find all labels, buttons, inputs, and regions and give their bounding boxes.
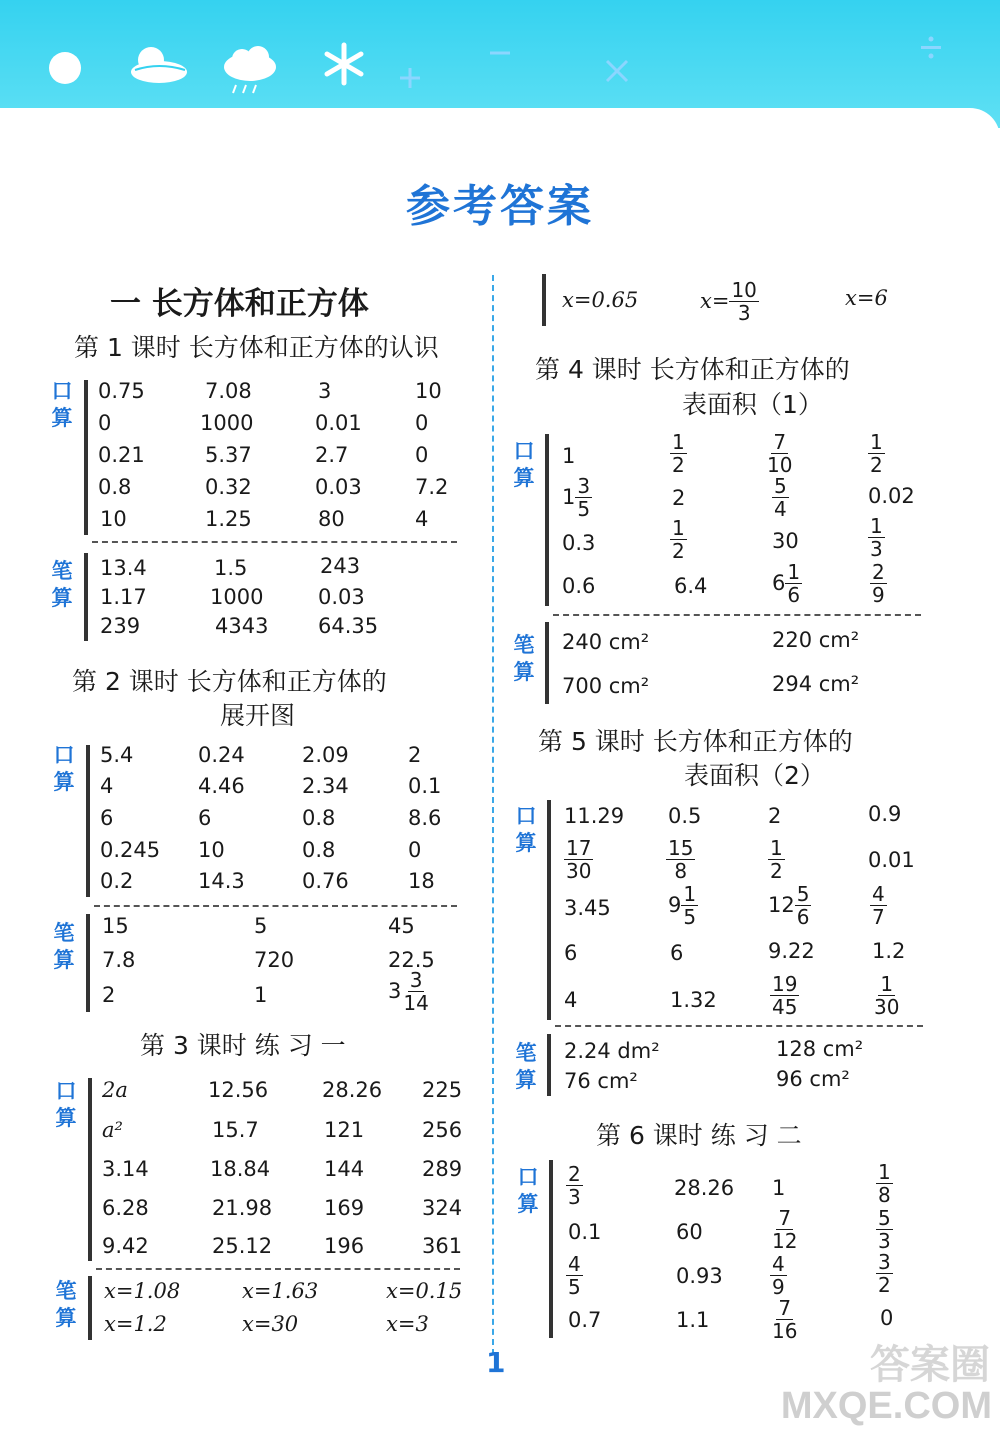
lesson6-title: 第 6 课时 练 习 二 (596, 1121, 802, 1150)
lesson5-title: 第 5 课时 长方体和正方体的 (538, 727, 853, 756)
mixed-number: 3 $\frac{3}{14}$ (388, 968, 429, 1015)
fraction: $\frac{7}{12}$ (772, 1206, 798, 1253)
answer: 0.01 (315, 411, 362, 435)
answer: 225 (422, 1078, 463, 1102)
answer: 1 (772, 1176, 786, 1200)
answer: 5.4 (100, 743, 134, 767)
answer: 1.1 (676, 1308, 710, 1332)
answer: 2a (102, 1078, 128, 1102)
answer: x=3 (386, 1312, 429, 1336)
answer: x=1.08 (104, 1279, 181, 1303)
kousuan-label: 口 算 (513, 439, 535, 491)
dashed-divider (555, 1025, 923, 1027)
mixed-number: 9 $\frac{1}{5}$ (668, 882, 697, 929)
answer: 169 (324, 1196, 365, 1220)
answer: 6 (100, 806, 114, 830)
answer: 60 (676, 1220, 703, 1244)
answer: 2 (768, 804, 782, 828)
answer: 294 cm² (772, 672, 860, 696)
dashed-divider (96, 1268, 460, 1270)
watermark-site: MXQE.COM (780, 1385, 992, 1427)
chapter-title: 一 长方体和正方体 (110, 286, 369, 322)
answer: 0.3 (562, 531, 596, 555)
lesson2-subtitle: 展开图 (220, 701, 296, 730)
lesson4-subtitle: 表面积（1） (682, 390, 823, 419)
answer: 1 (562, 444, 576, 468)
bracket (86, 745, 90, 897)
answer: 2.34 (302, 774, 349, 798)
lesson3-title: 第 3 课时 练 习 一 (140, 1031, 346, 1060)
answer: 1.32 (670, 988, 717, 1012)
fraction: $\frac{1}{8}$ (878, 1160, 891, 1207)
dashed-divider (553, 614, 921, 616)
answer: 11.29 (564, 804, 625, 828)
answer: 0.8 (302, 806, 336, 830)
answer: 0 (98, 411, 112, 435)
answer: 144 (324, 1157, 365, 1181)
lesson1-title: 第 1 课时 长方体和正方体的认识 (74, 333, 439, 362)
answer: 6 (198, 806, 212, 830)
fraction: $\frac{7}{16}$ (772, 1296, 798, 1343)
sun-icon (45, 48, 85, 88)
bisuan-label: 笔 算 (51, 559, 73, 611)
answer: 1 (254, 983, 268, 1007)
lesson2-title: 第 2 课时 长方体和正方体的 (72, 667, 387, 696)
fraction: $\frac{1}{2}$ (672, 516, 685, 563)
answer: 7.08 (205, 379, 252, 403)
bisuan-label: 笔 算 (55, 1279, 77, 1331)
rain-cloud-icon (218, 45, 283, 100)
snowflake-icon (322, 42, 367, 87)
page-number: 1 (486, 1346, 506, 1379)
bracket (542, 274, 546, 326)
bracket (84, 553, 88, 641)
answer: 28.26 (322, 1078, 383, 1102)
answer: 2.7 (315, 443, 349, 467)
answer: 25.12 (212, 1234, 273, 1258)
answer: 9.22 (768, 939, 815, 963)
answer: 2 (102, 983, 116, 1007)
answer: 64.35 (318, 614, 379, 638)
answer: 6.28 (102, 1196, 149, 1220)
bracket (547, 800, 551, 1020)
answer: 128 cm² (776, 1037, 864, 1061)
mixed-number: 12 $\frac{5}{6}$ (768, 882, 810, 929)
dash-icon (488, 48, 512, 58)
answer: 12.56 (208, 1078, 269, 1102)
bracket (84, 380, 88, 535)
answer: 21.98 (212, 1196, 273, 1220)
answer: 3.45 (564, 896, 611, 920)
answer: 243 (320, 554, 361, 578)
bisuan-label: 笔 算 (53, 921, 75, 973)
fraction: $\frac{15}{8}$ (668, 836, 694, 883)
banner-curve (0, 108, 1000, 138)
answer: 0.93 (676, 1264, 723, 1288)
answer: 5 (254, 914, 268, 938)
bracket (547, 1034, 551, 1096)
column-divider (492, 275, 494, 1355)
fraction: $\frac{1}{30}$ (874, 972, 900, 1019)
kousuan-label: 口 算 (517, 1165, 539, 1217)
answer: 10 (415, 379, 442, 403)
fraction: $\frac{17}{30}$ (566, 836, 592, 883)
answer: 0.6 (562, 574, 596, 598)
fraction: $\frac{19}{45}$ (772, 972, 798, 1019)
answer: 0.01 (868, 848, 915, 872)
answer: 0 (415, 411, 429, 435)
answer: 361 (422, 1234, 463, 1258)
fraction: $\frac{1}{2}$ (770, 836, 783, 883)
fraction: $\frac{2}{9}$ (872, 560, 885, 607)
fraction: $\frac{5}{3}$ (878, 1206, 891, 1253)
kousuan-label: 口 算 (51, 379, 73, 431)
answer: 0 (408, 838, 422, 862)
answer: 10 (198, 838, 225, 862)
answer: 324 (422, 1196, 463, 1220)
answer: 0.1 (568, 1220, 602, 1244)
bracket (88, 1078, 92, 1261)
lesson5-subtitle: 表面积（2） (684, 761, 825, 790)
answer: 6 (564, 941, 578, 965)
answer: 28.26 (674, 1176, 735, 1200)
answer: 4 (100, 774, 114, 798)
kousuan-label: 口 算 (515, 804, 537, 856)
answer: 1000 (200, 411, 254, 435)
answer: 240 cm² (562, 630, 650, 654)
answer: 22.5 (388, 948, 435, 972)
answer: 7.8 (102, 948, 136, 972)
partly-cloudy-icon (125, 40, 190, 90)
answer: 121 (324, 1118, 365, 1142)
answer: 720 (254, 948, 295, 972)
answer: 4 (415, 507, 429, 531)
answer: 0.1 (408, 774, 442, 798)
answer: 4343 (215, 614, 269, 638)
kousuan-label: 口 算 (53, 743, 75, 795)
answer: 0.5 (668, 804, 702, 828)
bisuan-label: 笔 算 (515, 1041, 537, 1093)
fraction: $\frac{1}{2}$ (870, 430, 883, 477)
answer: 1.2 (872, 939, 906, 963)
answer: 3 (318, 379, 332, 403)
answer: 2.24 dm² (564, 1039, 660, 1063)
answer: 8.6 (408, 806, 442, 830)
answer: 1.25 (205, 507, 252, 531)
fraction: $\frac{2}{3}$ (568, 1162, 581, 1209)
answer: a² (102, 1118, 123, 1142)
answer: 0.245 (100, 838, 161, 862)
answer: 15 (102, 914, 129, 938)
answer: x=1.63 (242, 1279, 319, 1303)
bracket (545, 622, 549, 704)
bracket (88, 1276, 92, 1340)
answer: 18 (408, 869, 435, 893)
answer: 30 (772, 529, 799, 553)
fraction: $\frac{4}{9}$ (772, 1252, 785, 1299)
answer: 0.32 (205, 475, 252, 499)
answer: 239 (100, 614, 141, 638)
answer: 2 (672, 486, 686, 510)
dashed-divider (94, 905, 457, 907)
answer: 0 (415, 443, 429, 467)
fraction: $\frac{1}{3}$ (870, 514, 883, 561)
answer: 96 cm² (776, 1067, 850, 1091)
answer: 2.09 (302, 743, 349, 767)
answer: 5.37 (205, 443, 252, 467)
answer: 0.03 (315, 475, 362, 499)
answer: 13.4 (100, 556, 147, 580)
answer: 3.14 (102, 1157, 149, 1181)
answer: x=6 (845, 286, 888, 310)
answer: 0.8 (302, 838, 336, 862)
bracket (86, 914, 90, 1012)
fraction: $\frac{7}{10}$ (767, 430, 793, 477)
answer: x=0.65 (562, 288, 639, 312)
answer: 6.4 (674, 574, 708, 598)
bracket (549, 1160, 553, 1338)
cross-icon (604, 58, 630, 84)
answer: 0.76 (302, 869, 349, 893)
answer: 14.3 (198, 869, 245, 893)
dashed-divider (92, 541, 457, 543)
fraction: $\frac{3}{2}$ (878, 1250, 891, 1297)
answer: 0.24 (198, 743, 245, 767)
fraction: $\frac{4}{5}$ (568, 1252, 581, 1299)
answer: 0.21 (98, 443, 145, 467)
divide-icon (918, 34, 944, 60)
answer: 2 (408, 743, 422, 767)
answer: 7.2 (415, 475, 449, 499)
answer: 700 cm² (562, 674, 650, 698)
answer: 0.8 (98, 475, 132, 499)
mixed-number: 1 $\frac{3}{5}$ (562, 474, 591, 521)
answer: 1.5 (214, 556, 248, 580)
kousuan-label: 口 算 (55, 1079, 77, 1131)
page-title: 参考答案 (406, 181, 594, 232)
bracket (545, 434, 549, 606)
answer: 0.9 (868, 802, 902, 826)
sparkle-icon (398, 66, 422, 90)
answer: 45 (388, 914, 415, 938)
answer: 0 (880, 1306, 894, 1330)
fraction: $\frac{5}{4}$ (774, 474, 787, 521)
answer: 18.84 (210, 1157, 271, 1181)
answer: 9.42 (102, 1234, 149, 1258)
answer: 6 (670, 941, 684, 965)
answer: x=0.15 (386, 1279, 463, 1303)
answer: 220 cm² (772, 628, 860, 652)
answer: 4.46 (198, 774, 245, 798)
bisuan-label: 笔 算 (513, 633, 535, 685)
answer: 289 (422, 1157, 463, 1181)
fraction: $\frac{4}{7}$ (872, 882, 885, 929)
answer: 0.7 (568, 1308, 602, 1332)
answer: 0.02 (868, 484, 915, 508)
answer: x=30 (242, 1312, 299, 1336)
answer: 76 cm² (564, 1069, 638, 1093)
answer: 15.7 (212, 1118, 259, 1142)
answer: 0.03 (318, 585, 365, 609)
answer: 1000 (210, 585, 264, 609)
answer: 1.17 (100, 585, 147, 609)
answer: 256 (422, 1118, 463, 1142)
mixed-number: 6 $\frac{1}{6}$ (772, 560, 801, 607)
watermark-logo: 答案圈 (870, 1342, 990, 1388)
fraction-answer: x= $\frac{10}{3}$ (700, 278, 757, 325)
fraction: $\frac{1}{2}$ (672, 430, 685, 477)
answer: x=1.2 (104, 1312, 167, 1336)
answer: 0.2 (100, 869, 134, 893)
answer: 0.75 (98, 379, 145, 403)
lesson4-title: 第 4 课时 长方体和正方体的 (535, 355, 850, 384)
answer: 4 (564, 988, 578, 1012)
answer: 10 (100, 507, 127, 531)
answer: 196 (324, 1234, 365, 1258)
answer: 80 (318, 507, 345, 531)
